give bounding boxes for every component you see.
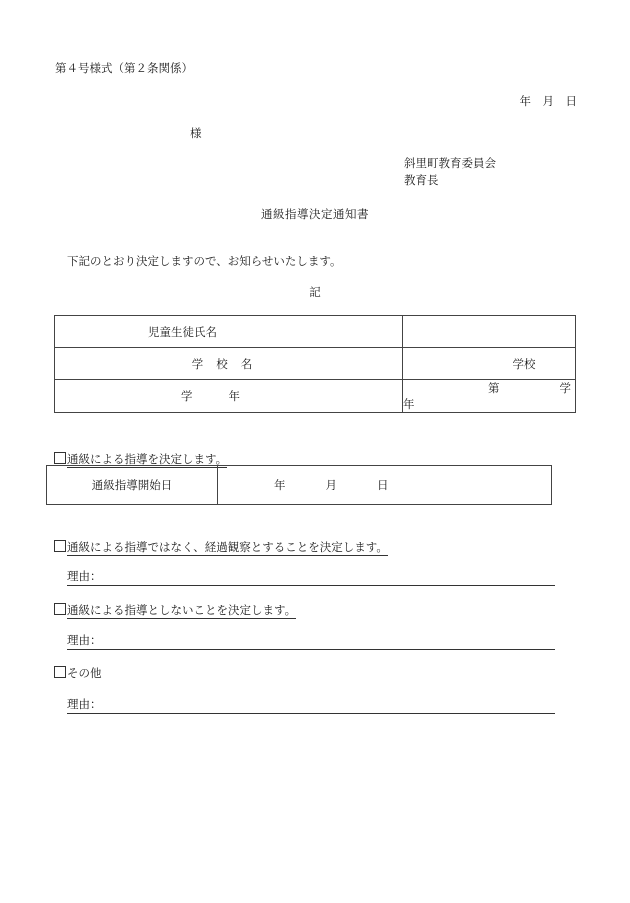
- reason-field-observation[interactable]: [67, 568, 555, 586]
- reason-label: 理由：: [67, 697, 102, 711]
- reason-field-not-decided[interactable]: [67, 632, 555, 650]
- day-label: 日: [377, 478, 389, 492]
- student-name-label: 児童生徒氏名: [55, 316, 403, 348]
- checkbox[interactable]: [54, 452, 66, 464]
- school-name-label: [55, 348, 403, 380]
- grade-label-text: 学年: [181, 389, 276, 403]
- school-name-label-text: 学校名: [191, 356, 266, 371]
- start-date-label: 通級指導開始日: [47, 466, 218, 505]
- table-row: [55, 316, 576, 348]
- student-info-table: [54, 315, 576, 413]
- option-label: 通級による指導を決定します。: [67, 452, 228, 466]
- grade-field[interactable]: [403, 380, 576, 413]
- reason-field-other[interactable]: [67, 696, 555, 714]
- grade-label: [55, 380, 403, 413]
- school-suffix: 学校: [512, 356, 536, 371]
- reason-label: 理由：: [67, 569, 102, 583]
- month-label: 月: [325, 478, 337, 492]
- option-not-decided[interactable]: [54, 602, 296, 618]
- option-label: その他: [67, 666, 102, 680]
- form-number: 第４号様式（第２条関係）: [55, 61, 193, 75]
- document-title: 通級指導決定通知書: [261, 207, 369, 221]
- ki-heading: 記: [309, 285, 321, 299]
- grade-suffix: 学年: [403, 381, 571, 411]
- table-row: [55, 380, 576, 413]
- start-date-table: [46, 465, 552, 505]
- checkbox[interactable]: [54, 603, 66, 615]
- checkbox[interactable]: [54, 666, 66, 678]
- table-row: [47, 466, 552, 505]
- grade-prefix: 第: [488, 381, 500, 395]
- intro-text: 下記のとおり決定しますので、お知らせいたします。: [67, 254, 342, 268]
- issue-date: 年 月 日: [519, 94, 577, 108]
- reason-label: 理由：: [67, 633, 102, 647]
- student-name-field[interactable]: [403, 316, 576, 348]
- option-observation[interactable]: [54, 539, 388, 555]
- checkbox[interactable]: [54, 540, 66, 552]
- issuer-title: 教育長: [404, 173, 439, 187]
- table-row: [55, 348, 576, 380]
- option-other[interactable]: [54, 665, 102, 681]
- addressee-suffix: 様: [190, 126, 202, 140]
- option-label: 通級による指導としないことを決定します。: [67, 603, 297, 617]
- year-label: 年: [274, 478, 286, 492]
- school-name-field[interactable]: [403, 348, 576, 380]
- option-label: 通級による指導ではなく、経過観察とすることを決定します。: [67, 540, 388, 554]
- issuer-organization: 斜里町教育委員会: [404, 156, 496, 170]
- start-date-field[interactable]: [218, 466, 552, 505]
